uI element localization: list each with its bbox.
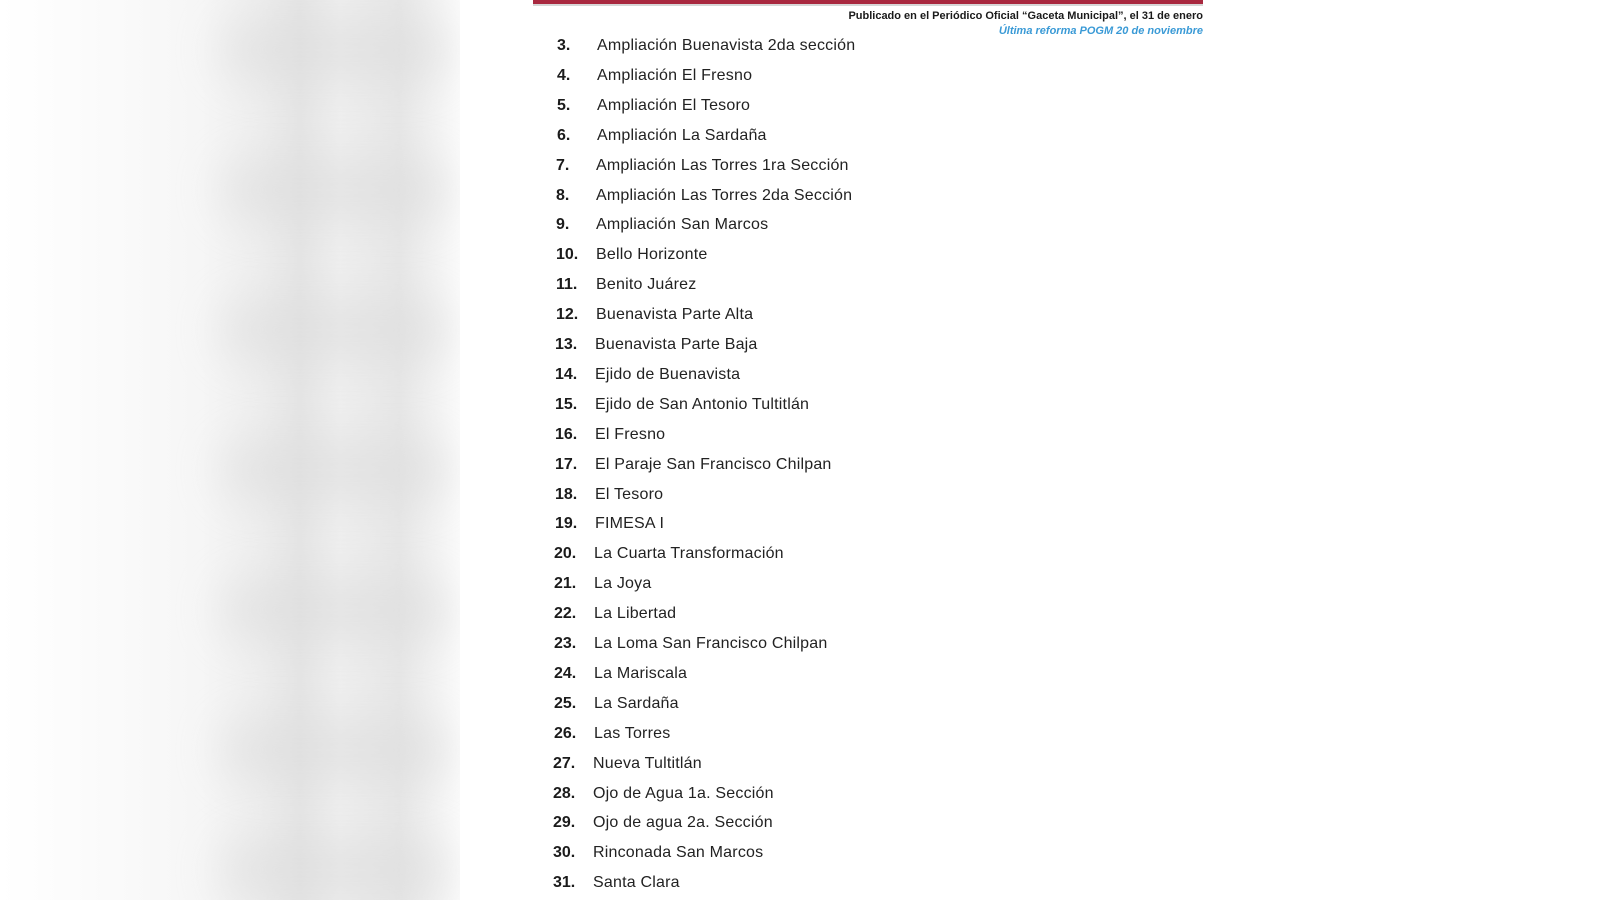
- publication-note: Publicado en el Periódico Oficial “Gaceta Municipal”, el 31 de enero: [848, 10, 1203, 22]
- blur-smudge: [220, 20, 450, 80]
- list-item: [555, 453, 832, 477]
- list-item: [557, 64, 752, 88]
- list-item-label: El Tesoro: [595, 486, 664, 503]
- list-item: [555, 393, 809, 417]
- list-item: [556, 243, 708, 267]
- list-item-label: Ejido de San Antonio Tultitlán: [595, 396, 810, 413]
- list-item-label: Nueva Tultitlán: [593, 755, 702, 772]
- list-item-label: Ampliación San Marcos: [596, 216, 769, 233]
- list-item-label: La Libertad: [594, 605, 677, 622]
- list-item: [557, 34, 855, 58]
- list-item-number: 26.: [554, 725, 577, 742]
- list-item-label: Buenavista Parte Baja: [595, 336, 758, 353]
- list-item: [554, 662, 687, 686]
- list-item-number: 10.: [556, 246, 579, 263]
- list-item-number: 28.: [553, 785, 576, 802]
- list-item-label: Ampliación Las Torres 1ra Sección: [596, 157, 849, 174]
- list-item: [556, 303, 753, 327]
- list-item: [556, 154, 849, 178]
- list-item-number: 3.: [557, 37, 571, 54]
- list-item-label: Benito Juárez: [596, 276, 697, 293]
- list-item-label: El Fresno: [595, 426, 666, 443]
- blur-smudge: [220, 720, 450, 780]
- list-item-number: 18.: [555, 486, 578, 503]
- list-item-label: La Loma San Francisco Chilpan: [594, 635, 828, 652]
- list-item: [557, 124, 767, 148]
- list-item-number: 19.: [555, 515, 578, 532]
- blurred-background-panel: [0, 0, 460, 900]
- list-item-label: Ampliación Las Torres 2da Sección: [596, 187, 853, 204]
- list-item-number: 5.: [557, 97, 571, 114]
- list-item: [555, 512, 664, 536]
- list-item: [554, 632, 827, 656]
- list-item-number: 21.: [554, 575, 577, 592]
- list-item-number: 20.: [554, 545, 577, 562]
- list-item-number: 6.: [557, 127, 571, 144]
- list-item-label: Ampliación El Fresno: [597, 67, 753, 84]
- list-item-label: La Joya: [594, 575, 652, 592]
- list-item-number: 15.: [555, 396, 578, 413]
- list-item: [553, 752, 702, 776]
- list-item-label: La Sardaña: [594, 695, 679, 712]
- neighborhood-list: [460, 0, 1600, 900]
- document-page: [460, 0, 1600, 900]
- list-item-label: Buenavista Parte Alta: [596, 306, 754, 323]
- list-item-label: Rinconada San Marcos: [593, 844, 764, 861]
- last-reform-note: Última reforma POGM 20 de noviembre: [998, 25, 1203, 37]
- list-item-number: 13.: [555, 336, 578, 353]
- blur-smudge: [220, 580, 450, 640]
- list-item-label: FIMESA I: [595, 515, 665, 532]
- list-item-number: 9.: [556, 216, 570, 233]
- list-item: [555, 483, 663, 507]
- blur-smudge: [220, 300, 450, 360]
- list-item: [554, 722, 670, 746]
- list-item-number: 8.: [556, 187, 570, 204]
- blur-smudge: [220, 160, 450, 220]
- list-item-label: Las Torres: [594, 725, 671, 742]
- list-item: [555, 333, 758, 357]
- list-item: [556, 184, 852, 208]
- list-item-label: El Paraje San Francisco Chilpan: [595, 456, 832, 473]
- list-item-number: 24.: [554, 665, 577, 682]
- list-item-number: 31.: [553, 874, 576, 891]
- list-item: [553, 871, 680, 895]
- list-item-number: 7.: [556, 157, 570, 174]
- list-item-number: 22.: [554, 605, 577, 622]
- list-item-label: Ojo de Agua 1a. Sección: [593, 785, 774, 802]
- list-item-number: 29.: [553, 814, 576, 831]
- list-item-number: 17.: [555, 456, 578, 473]
- list-item-number: 25.: [554, 695, 577, 712]
- list-item: [557, 94, 750, 118]
- list-item-number: 23.: [554, 635, 577, 652]
- list-item-label: Ampliación La Sardaña: [597, 127, 767, 144]
- list-item-label: Ejido de Buenavista: [595, 366, 741, 383]
- list-item: [553, 782, 774, 806]
- list-item-number: 11.: [556, 276, 578, 293]
- blur-smudge: [220, 440, 450, 500]
- list-item-number: 14.: [555, 366, 578, 383]
- list-item: [556, 213, 768, 237]
- list-item-number: 16.: [555, 426, 578, 443]
- list-item-label: Ampliación El Tesoro: [597, 97, 751, 114]
- list-item-label: Bello Horizonte: [596, 246, 708, 263]
- blur-smudge: [220, 840, 450, 900]
- list-item: [553, 841, 763, 865]
- list-item-label: La Cuarta Transformación: [594, 545, 784, 562]
- list-item: [555, 423, 665, 447]
- list-item: [556, 273, 696, 297]
- list-item-label: La Mariscala: [594, 665, 688, 682]
- list-item: [555, 363, 740, 387]
- list-item-number: 27.: [553, 755, 576, 772]
- list-item: [554, 542, 784, 566]
- list-item: [554, 692, 679, 716]
- list-item-label: Ampliación Buenavista 2da sección: [597, 37, 856, 54]
- list-item: [553, 811, 773, 835]
- list-item-label: Ojo de agua 2a. Sección: [593, 814, 773, 831]
- list-item-number: 4.: [557, 67, 571, 84]
- list-item-number: 12.: [556, 306, 579, 323]
- list-item-label: Santa Clara: [593, 874, 680, 891]
- list-item: [554, 572, 651, 596]
- list-item: [554, 602, 676, 626]
- list-item-number: 30.: [553, 844, 576, 861]
